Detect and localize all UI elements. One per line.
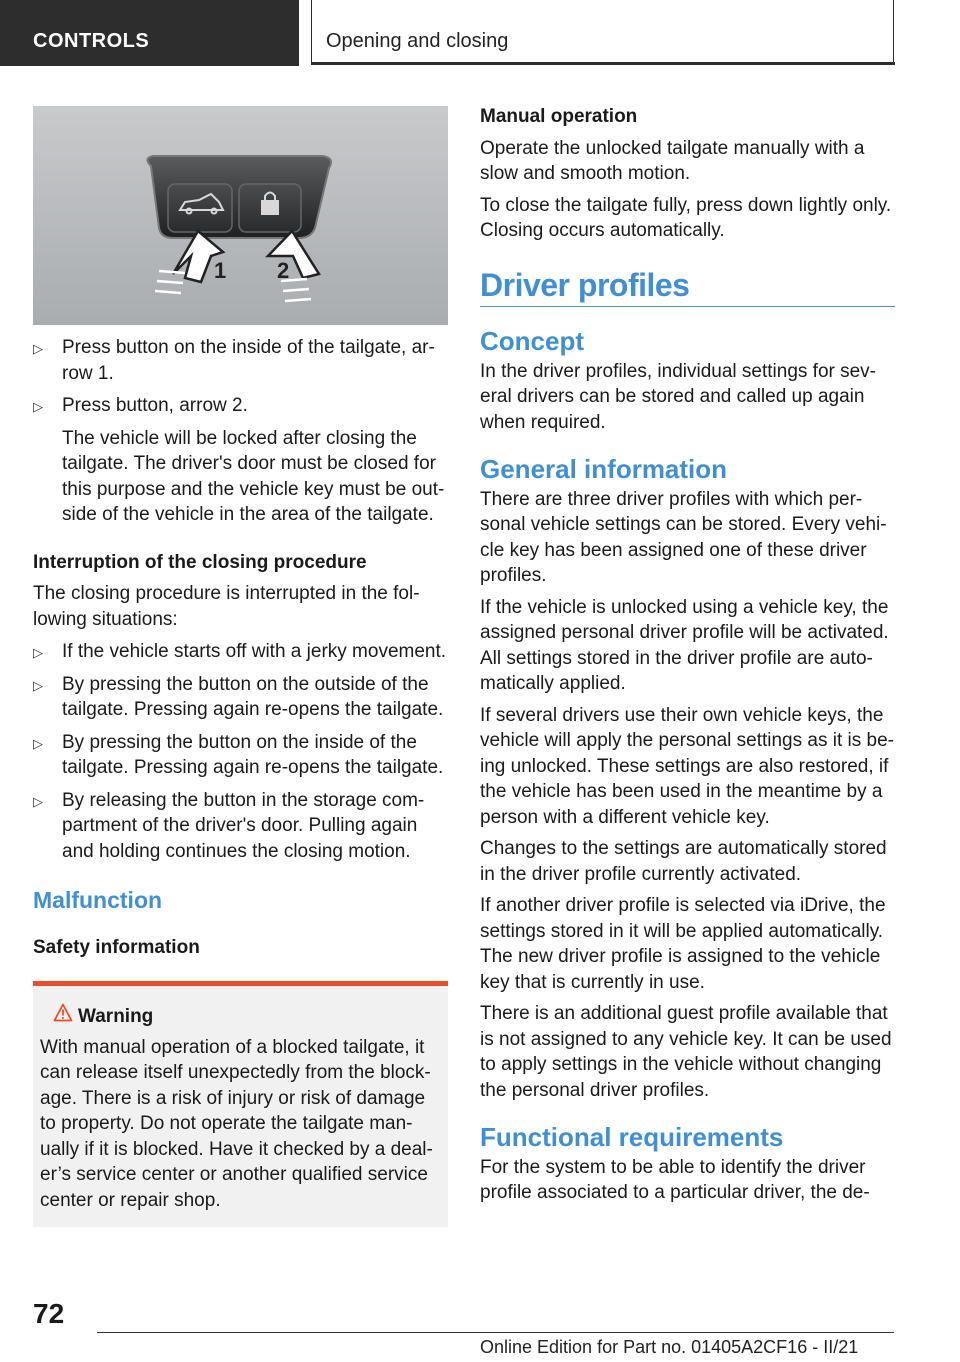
footer-rule <box>97 1332 894 1333</box>
chapter-title: Opening and closing <box>326 30 509 52</box>
triangle-bullet-icon: ▷ <box>33 735 43 751</box>
header-rule <box>311 62 895 65</box>
triangle-bullet-icon: ▷ <box>33 793 43 809</box>
general-info-heading: General information <box>480 454 728 484</box>
interruption-intro: The closing procedure is interrupted in the fol-lowing situations: <box>33 583 420 630</box>
general-paragraph: Changes to the settings are automatically stored in the driver profile currently activated. <box>480 838 887 885</box>
interruption-list <box>33 639 448 864</box>
warning-box <box>33 981 448 1227</box>
general-paragraph: There is an additional guest profile available that is not assigned to any vehicle key. It can be used to apply settings in the vehicle without changing the personal driver profiles. <box>480 1003 892 1101</box>
manual-operation-text: Operate the unlocked tailgate manually with a slow and smooth motion. <box>480 137 865 184</box>
functional-requirements-heading: Functional requirements <box>480 1122 784 1152</box>
malfunction-heading: Malfunction <box>33 887 163 913</box>
list-item: ▷ By pressing the button on the outside of the tailgate. Pressing again re-opens the tailgate. <box>33 673 444 720</box>
list-item: ▷ By releasing the button in the storage com-partment of the driver's door. Pulling again and holding continues the closing motion. <box>33 789 425 862</box>
arrow-2-label: 2 <box>277 258 290 283</box>
general-paragraph: There are three driver profiles with which per-sonal vehicle settings can be stored. Every vehi-cle key has been assigned one of these driver profiles. <box>480 488 887 586</box>
warning-text: With manual operation of a blocked tailgate, it can release itself unexpectedly from the block-age. There is a risk of injury or risk of damage to property. Do not operate the tailgate man-ually if it is blocked. Have it checked by a deal-er’s service center or another qualified service center or repair shop. <box>40 1036 433 1211</box>
functional-requirements-text: For the system to be able to identify the driver profile associated to a particular driver, the de- <box>480 1156 870 1203</box>
warning-triangle-icon <box>53 1003 73 1022</box>
right-column <box>480 104 895 1206</box>
left-column <box>33 106 448 1227</box>
safety-heading: Safety information <box>33 936 200 958</box>
general-paragraph: If several drivers use their own vehicle keys, the vehicle will apply the personal settings as it is be-ing unlocked. These settings are also restored, if the vehicle has been used in the meantime by a person with a different vehicle key. <box>480 704 894 828</box>
manual-operation-heading: Manual operation <box>480 106 638 127</box>
tailgate-buttons-figure <box>33 106 448 325</box>
concept-heading: Concept <box>480 326 584 356</box>
chapter-tab <box>311 0 894 64</box>
triangle-bullet-icon: ▷ <box>33 341 43 356</box>
general-paragraph: If another driver profile is selected via iDrive, the settings stored in it will be applied automatically. The new driver profile is assigned to the vehicle key that is currently in use. <box>480 895 886 993</box>
manual-close-text: To close the tailgate fully, press down lightly only. Closing occurs automatically. <box>480 194 892 241</box>
arrow-1-label: 1 <box>214 258 227 283</box>
footer-edition: Online Edition for Part no. 01405A2CF16 - II/21 <box>480 1337 859 1357</box>
warning-title: Warning <box>40 1004 441 1030</box>
general-paragraph: If the vehicle is unlocked using a vehicle key, the assigned personal driver profile will be activated. All settings stored in the driver profile are auto-matically applied. <box>480 596 889 694</box>
section-title: CONTROLS <box>33 30 150 52</box>
page-number: 72 <box>33 1298 65 1329</box>
concept-text: In the driver profiles, individual settings for sev-eral drivers can be stored and called up again when required. <box>480 360 877 433</box>
triangle-bullet-icon: ▷ <box>33 399 43 414</box>
steps-list <box>33 335 448 528</box>
list-item: ▷ Press button on the inside of the tailgate, ar-row 1. <box>33 337 435 384</box>
tailgate-buttons-illustration <box>33 106 448 325</box>
page-title: Driver profiles <box>480 273 895 308</box>
section-tab <box>0 0 299 66</box>
triangle-bullet-icon: ▷ <box>33 677 43 693</box>
triangle-bullet-icon: ▷ <box>33 645 43 660</box>
interruption-heading: Interruption of the closing procedure <box>33 551 367 573</box>
list-item: ▷ If the vehicle starts off with a jerky movement. <box>33 639 448 665</box>
list-item: ▷ Press button, arrow 2. The vehicle will be locked after closing the tailgate. The driver's door must be closed for this purpose and the vehicle key must be out-side of the vehicle in the area of the tailgate. <box>33 395 445 525</box>
list-item: ▷ By pressing the button on the inside of the tailgate. Pressing again re-opens the tailgate. <box>33 731 444 778</box>
